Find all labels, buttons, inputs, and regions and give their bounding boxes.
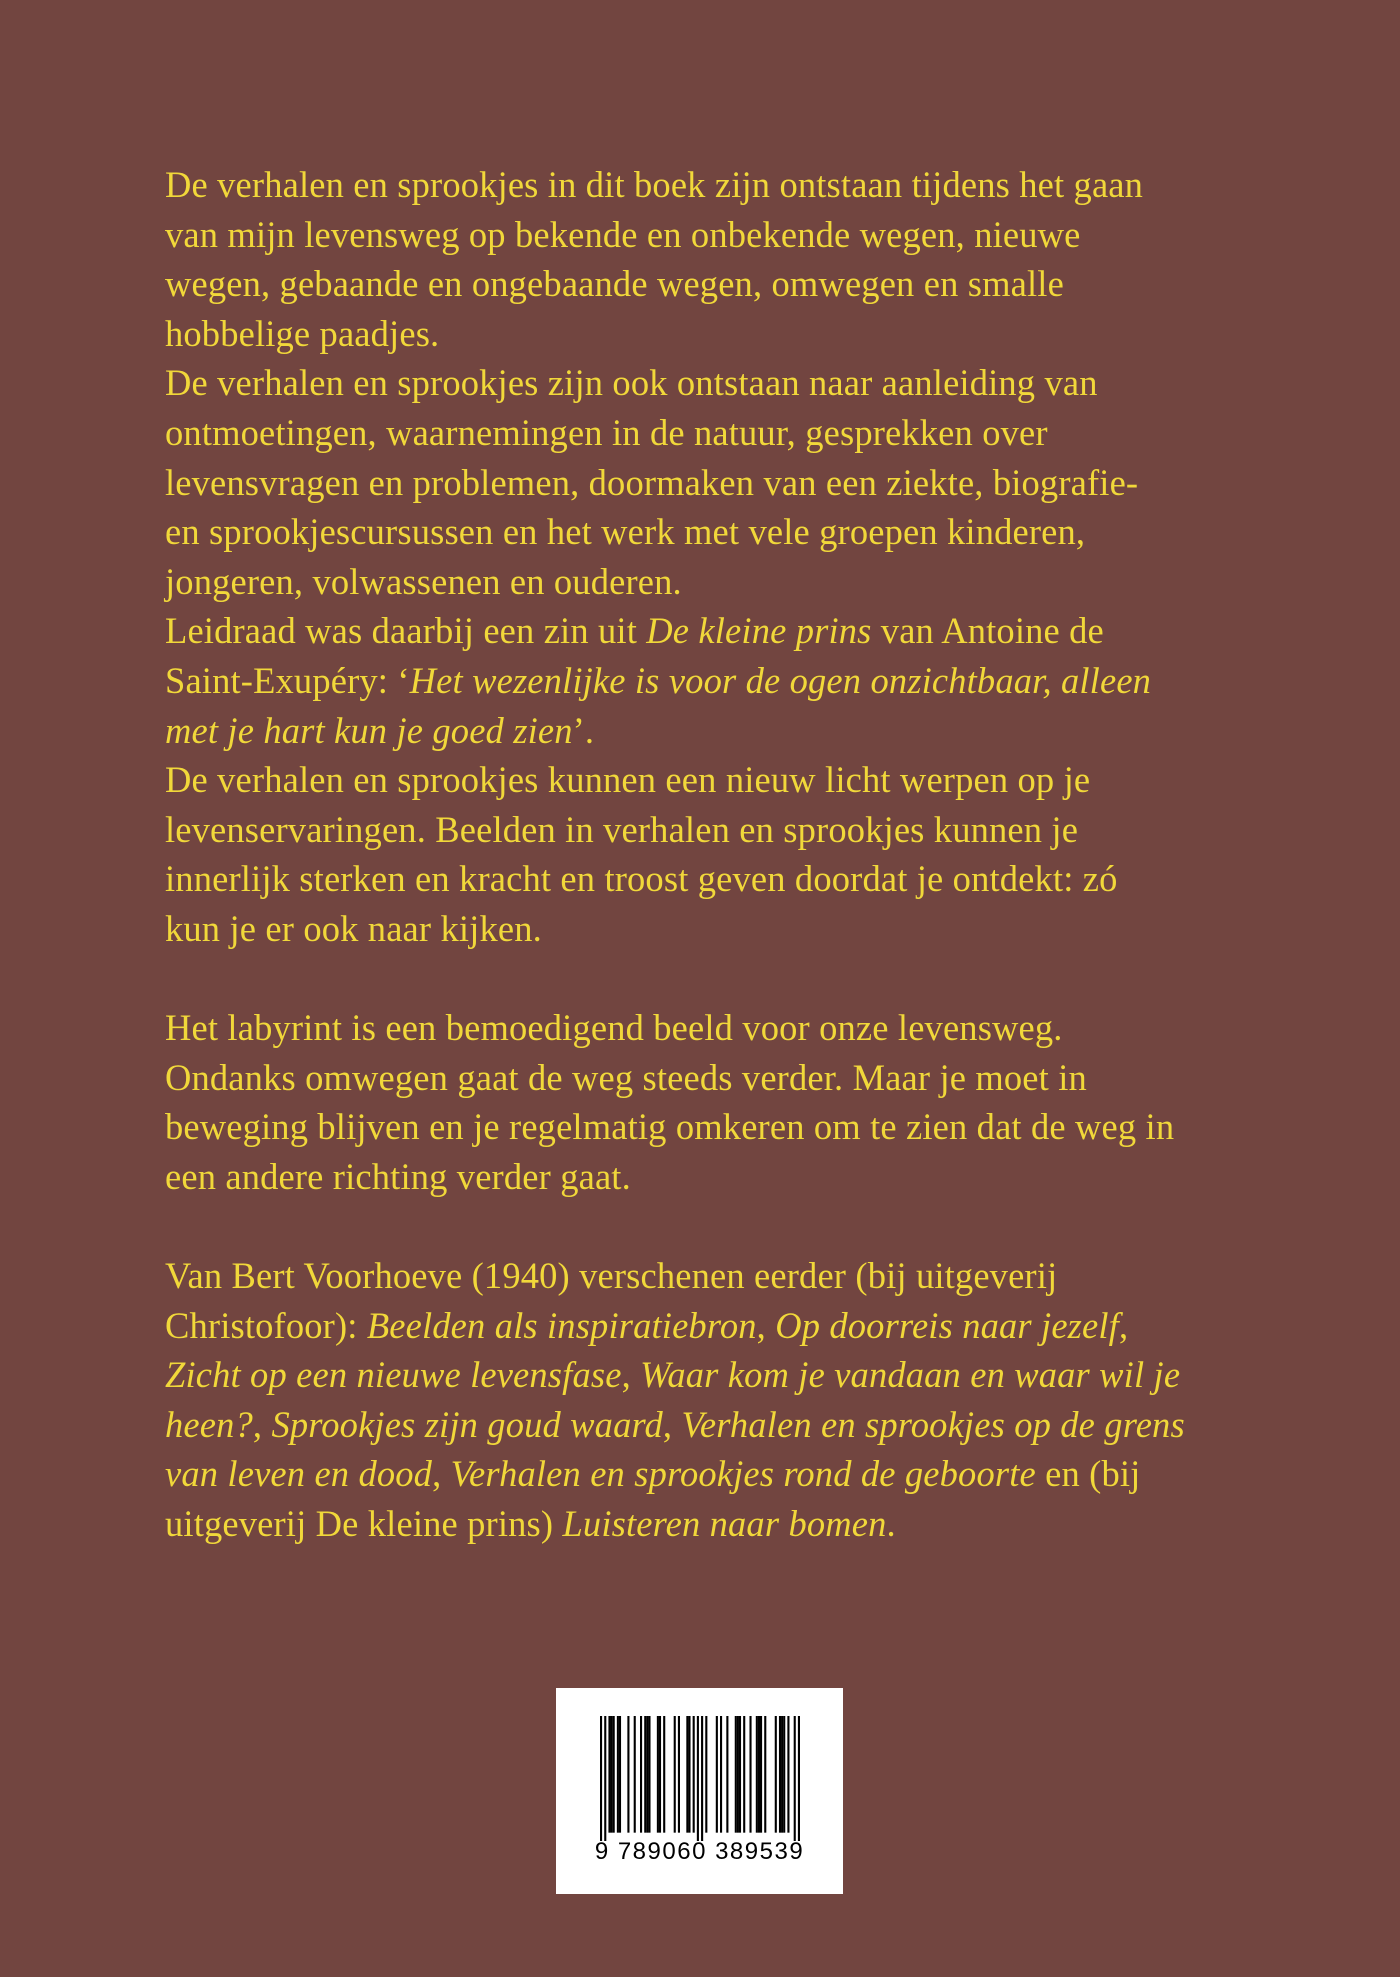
text-segment: ’. [572, 709, 595, 751]
text-segment: jongeren, volwassenen en ouderen. [165, 560, 682, 602]
barcode-bar [619, 1716, 621, 1833]
italic-text: Verhalen en sprookjes op de grens [681, 1403, 1185, 1445]
text-line [165, 854, 1250, 904]
barcode-bar [758, 1716, 760, 1833]
text-line [165, 656, 1250, 706]
paragraph [165, 1251, 1250, 1549]
barcode-bar [705, 1716, 707, 1833]
barcode-guard-bar [701, 1716, 703, 1841]
barcode-bar [657, 1716, 659, 1833]
text-line [165, 458, 1250, 508]
barcode-bar [716, 1716, 718, 1833]
italic-text: Op doorreis naar jezelf [775, 1304, 1119, 1346]
barcode-guard-bar [798, 1716, 800, 1841]
text-segment: , [621, 1354, 641, 1396]
text-line [165, 210, 1250, 260]
barcode-bar [756, 1716, 758, 1833]
text-segment: beweging blijven en je regelmatig omkeren om te zien dat de weg in [165, 1106, 1175, 1148]
text-line [165, 904, 1250, 954]
barcode-bar [686, 1716, 688, 1833]
text-line [165, 1400, 1250, 1450]
italic-text: Verhalen en sprookjes rond de geboorte [450, 1453, 1036, 1495]
barcode-bar [749, 1716, 751, 1833]
italic-text: De kleine prins [646, 610, 872, 652]
barcode-guard-bar [604, 1716, 606, 1841]
text-segment: Leidraad was daarbij een zin uit [165, 610, 647, 652]
barcode-bar [739, 1716, 741, 1833]
text-segment: Van Bert Voorhoeve (1940) verschenen eerder (bij uitgeverij [165, 1255, 1058, 1297]
barcode-bar [735, 1716, 737, 1833]
barcode-bar [608, 1716, 610, 1833]
text-segment: van Antoine de [871, 610, 1104, 652]
barcode-bar [644, 1716, 646, 1833]
barcode-bar [648, 1716, 650, 1833]
barcode-bar [659, 1716, 661, 1833]
barcode-bar [760, 1716, 762, 1833]
text-segment: , [756, 1304, 776, 1346]
barcode-guard-bar [697, 1716, 699, 1841]
barcode-bar [720, 1716, 722, 1833]
text-line [165, 259, 1250, 309]
barcode-bar [611, 1716, 613, 1833]
text-line [165, 1102, 1250, 1152]
barcode-bar [688, 1716, 690, 1833]
text-line [165, 1053, 1250, 1103]
barcode-bar [693, 1716, 695, 1833]
text-segment: wegen, gebaande en ongebaande wegen, omwegen en smalle [165, 263, 1064, 305]
text-segment: ontmoetingen, waarnemingen in de natuur, gesprekken over [165, 411, 1048, 453]
barcode-bar [743, 1716, 745, 1833]
paragraph-gap [165, 1201, 1250, 1251]
italic-text: met je hart kun je goed zien [165, 709, 573, 751]
text-line [165, 408, 1250, 458]
text-segment: kun je er ook naar kijken. [165, 907, 542, 949]
text-line [165, 1251, 1250, 1301]
text-segment: een andere richting verder gaat. [165, 1155, 631, 1197]
barcode-bar [634, 1716, 636, 1833]
text-line [165, 309, 1250, 359]
isbn-number: 9 789060 389539 [594, 1838, 805, 1865]
italic-text: Beelden als inspiratiebron [366, 1304, 757, 1346]
text-segment: Ondanks omwegen gaat de weg steeds verder. Maar je moet in [165, 1056, 1087, 1098]
barcode-bar [781, 1716, 783, 1833]
text-line [165, 755, 1250, 805]
barcode-bar [764, 1716, 766, 1833]
text-segment: innerlijk sterken en kracht en troost geven doordat je ontdekt: zó [165, 858, 1118, 900]
barcode-bar [640, 1716, 642, 1833]
text-line [165, 706, 1250, 756]
text-line [165, 805, 1250, 855]
barcode-bar [737, 1716, 739, 1833]
barcode-bar [646, 1716, 648, 1833]
text-segment: De verhalen en sprookjes kunnen een nieuw licht werpen op je [165, 759, 1091, 801]
barcode-bar [613, 1716, 615, 1833]
text-segment: , [1118, 1304, 1129, 1346]
text-segment: , [662, 1403, 682, 1445]
barcode-bar [663, 1716, 665, 1833]
text-line [165, 1499, 1250, 1549]
text-segment: levenservaringen. Beelden in verhalen en sprookjes kunnen je [165, 808, 1079, 850]
text-segment: Saint-Exupéry: ‘ [165, 659, 410, 701]
text-segment: en (bij [1035, 1453, 1141, 1495]
isbn-barcode [556, 1688, 843, 1894]
barcode-bar [627, 1716, 629, 1833]
barcode-bar [783, 1716, 785, 1833]
text-line [165, 507, 1250, 557]
paragraph-gap [165, 954, 1250, 1004]
paragraph [165, 1003, 1250, 1201]
barcode-bar [617, 1716, 619, 1833]
text-segment: Het labyrint is een bemoedigend beeld voor onze levensweg. [165, 1007, 1063, 1049]
text-line [165, 358, 1250, 408]
barcode-bar [779, 1716, 781, 1833]
barcode-bar [678, 1716, 680, 1833]
barcode-bars [600, 1716, 800, 1841]
text-line [165, 557, 1250, 607]
text-segment: levensvragen en problemen, doormaken van een ziekte, biografie- [165, 461, 1139, 503]
text-segment: Christofoor): [165, 1304, 367, 1346]
italic-text: heen? [165, 1403, 253, 1445]
text-segment: De verhalen en sprookjes zijn ook ontstaan naar aanleiding van [165, 362, 1098, 404]
text-segment: uitgeverij De kleine prins) [165, 1503, 563, 1545]
text-line [165, 1449, 1250, 1499]
italic-text: Waar kom je vandaan en waar wil je [640, 1354, 1181, 1396]
paragraph [165, 160, 1250, 954]
barcode-bar [674, 1716, 676, 1833]
text-line [165, 606, 1250, 656]
text-segment: , [252, 1403, 272, 1445]
text-segment: , [432, 1453, 451, 1495]
italic-text: Het wezenlijke is voor de ogen onzichtbaar, alleen [409, 659, 1152, 701]
barcode-bar [726, 1716, 728, 1833]
italic-text: Sprookjes zijn goud waard [271, 1403, 663, 1445]
text-line [165, 1152, 1250, 1202]
italic-text: Zicht op een nieuwe levensfase [165, 1354, 622, 1396]
text-segment: . [886, 1503, 896, 1545]
barcode-guard-bar [794, 1716, 796, 1841]
italic-text: van leven en dood [165, 1453, 433, 1495]
text-segment: en sprookjescursussen en het werk met vele groepen kinderen, [165, 511, 1086, 553]
text-line [165, 160, 1250, 210]
text-segment: De verhalen en sprookjes in dit boek zijn ontstaan tijdens het gaan [165, 164, 1144, 205]
text-segment: van mijn levensweg op bekende en onbekende wegen, nieuwe [165, 213, 1081, 255]
italic-text: Luisteren naar bomen [562, 1503, 887, 1545]
barcode-guard-bar [600, 1716, 602, 1841]
barcode-bar [787, 1716, 789, 1833]
text-segment: hobbelige paadjes. [165, 312, 440, 354]
text-line [165, 1301, 1250, 1351]
barcode-bar [775, 1716, 777, 1833]
blurb-text [165, 160, 1250, 1549]
text-line [165, 1003, 1250, 1053]
text-line [165, 1350, 1250, 1400]
